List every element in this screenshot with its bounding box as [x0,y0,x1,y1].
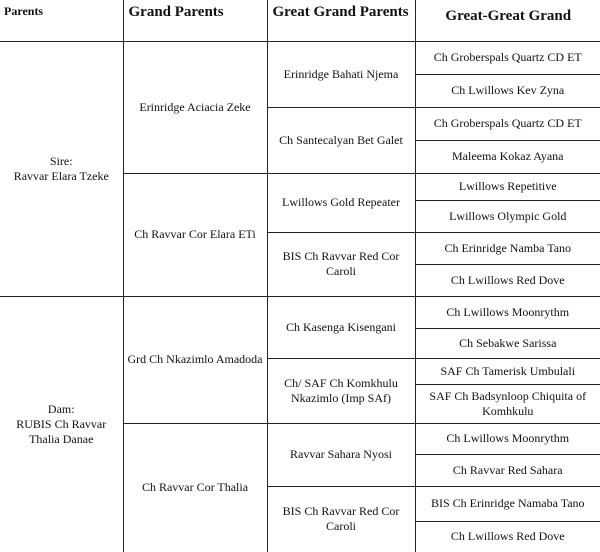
dam-name: RUBIS Ch Ravvar Thalia Danae [16,416,107,446]
ggg-dam-2: Ch Sebakwe Sarissa [415,328,600,358]
ggg-dam-3: SAF Ch Tamerisk Umbulali [415,358,600,384]
ggg-dam-5: Ch Lwillows Moonrythm [415,423,600,454]
ggg-dam-7: BIS Ch Erinridge Namaba Tano [415,486,600,521]
grandparent-dam-1: Grd Ch Nkazimlo Amadoda [123,296,267,423]
ggg-sire-6: Lwillows Olympic Gold [415,200,600,232]
great-grandparent-sire-3: Lwillows Gold Repeater [267,173,415,232]
header-grand-parents: Grand Parents [123,0,267,41]
ggg-dam-6: Ch Ravvar Red Sahara [415,454,600,486]
ggg-dam-4: SAF Ch Badsynloop Chiquita of Komhkulu [415,384,600,423]
ggg-sire-5: Lwillows Repetitive [415,173,600,200]
dam-label: Dam: [47,401,75,416]
great-grandparent-sire-4: BIS Ch Ravvar Red Cor Caroli [267,232,415,296]
grandparent-sire-2: Ch Ravvar Cor Elara ETi [123,173,267,296]
great-grandparent-dam-1: Ch Kasenga Kisengani [267,296,415,358]
sire-cell [0,41,123,296]
ggg-sire-3: Ch Groberspals Quartz CD ET [415,107,600,140]
great-grandparent-sire-2: Ch Santecalyan Bet Galet [267,107,415,173]
header-great-great-grand: Great-Great Grand [415,0,600,41]
grandparent-sire-1: Erinridge Aciacia Zeke [123,41,267,173]
dam-cell [0,296,123,552]
ggg-dam-8: Ch Lwillows Red Dove [415,521,600,552]
ggg-sire-4: Maleema Kokaz Ayana [415,140,600,173]
ggg-sire-1: Ch Groberspals Quartz CD ET [415,41,600,74]
sire-label: Sire: [49,153,73,168]
ggg-sire-7: Ch Erinridge Namba Tano [415,232,600,264]
ggg-dam-1: Ch Lwillows Moonrythm [415,296,600,328]
header-great-grand-parents: Great Grand Parents [267,0,415,41]
great-grandparent-dam-4: BIS Ch Ravvar Red Cor Caroli [267,486,415,552]
ggg-sire-2: Ch Lwillows Kev Zyna [415,74,600,107]
grandparent-dam-2: Ch Ravvar Cor Thalia [123,423,267,552]
sire-name: Ravvar Elara Tzeke [13,168,109,183]
ggg-sire-8: Ch Lwillows Red Dove [415,264,600,296]
header-parents: Parents [0,0,123,41]
header-row [0,0,600,41]
great-grandparent-sire-1: Erinridge Bahati Njema [267,41,415,107]
great-grandparent-dam-3: Ravvar Sahara Nyosi [267,423,415,486]
great-grandparent-dam-2: Ch/ SAF Ch Komkhulu Nkazimlo (Imp SAf) [267,358,415,423]
